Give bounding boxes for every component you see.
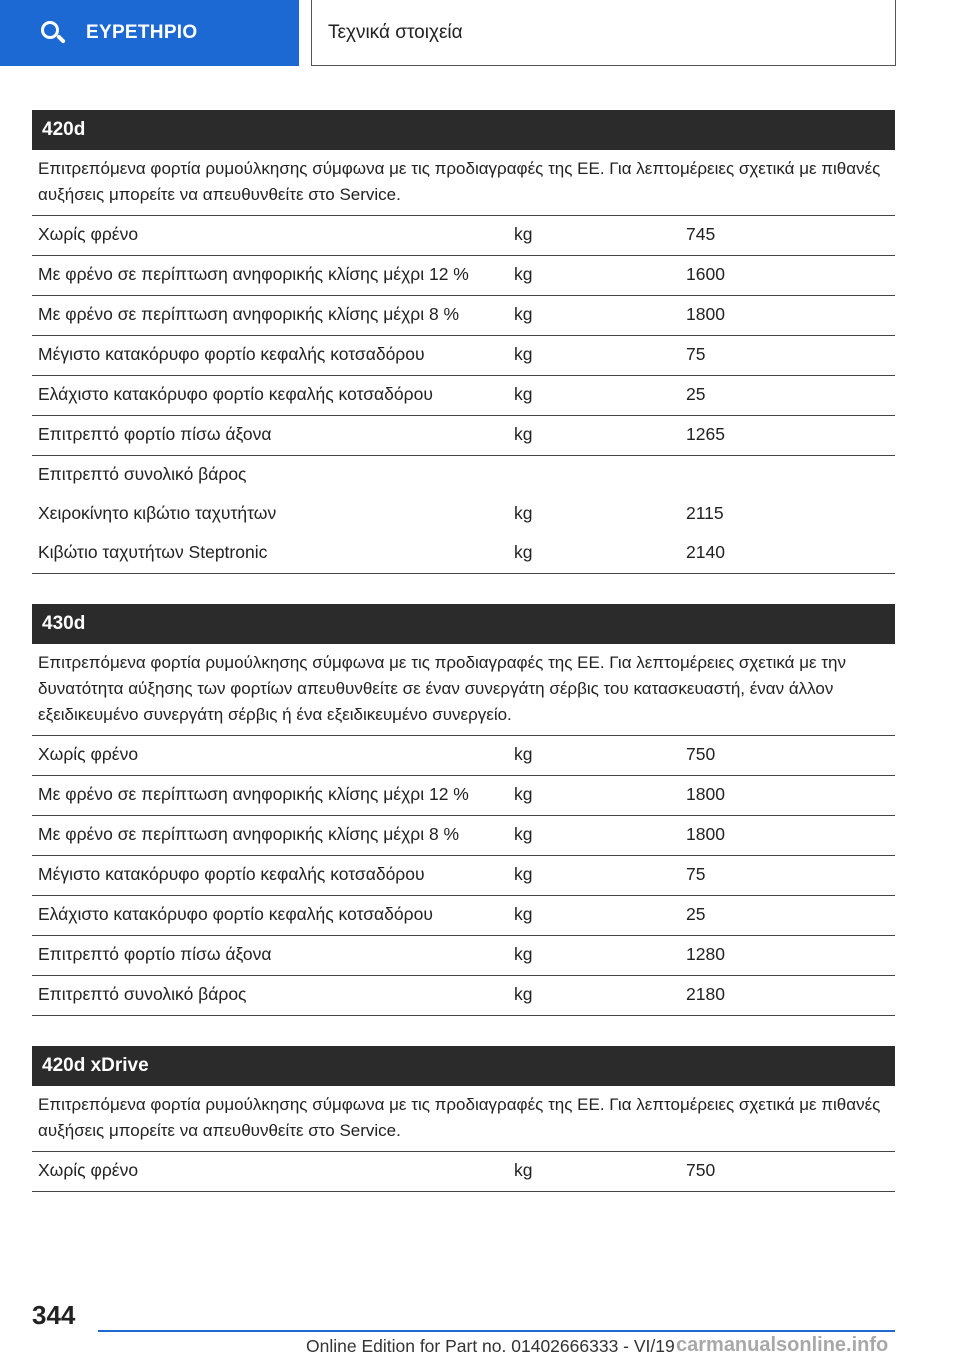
page-number: 344: [32, 1300, 76, 1330]
table-row: [32, 416, 895, 456]
row-value: 1800: [686, 304, 725, 324]
row-unit: kg: [514, 344, 533, 364]
section-note: Επιτρεπόμενα φορτία ρυμούλκησης σύμφωνα με τις προδιαγραφές της ΕΕ. Για λεπτομέρειες σχετικά με την δυνατότητα αύξησης των φορτίων απευθυνθείτε σε έναν συνεργάτη σέρβις του κατασκευαστή, έναν άλλον εξειδικευμένο συνεργάτη σέρβις ή ένα εξειδικευμένο συνεργείο.: [32, 644, 895, 736]
section-title: Τεχνικά στοιχεία: [311, 0, 896, 66]
row-value: 1280: [686, 944, 725, 964]
row-value: 1800: [686, 784, 725, 804]
row-label: Χωρίς φρένο: [38, 224, 139, 244]
row-label: Ελάχιστο κατακόρυφο φορτίο κεφαλής κοτσαδόρου: [38, 384, 433, 404]
table-row: [32, 936, 895, 976]
row-unit: kg: [514, 384, 533, 404]
row-value: 75: [686, 864, 706, 884]
table-row: [32, 896, 895, 936]
spec-section-430d: [32, 604, 895, 1016]
row-value: 2115: [686, 503, 724, 523]
row-label: Κιβώτιο ταχυτήτων Steptronic: [38, 542, 268, 562]
row-label: Χειροκίνητο κιβώτιο ταχυτήτων: [38, 503, 277, 523]
search-icon: [40, 20, 66, 46]
section-heading: 420d xDrive: [32, 1046, 895, 1086]
row-label: Επιτρεπτό φορτίο πίσω άξονα: [38, 944, 272, 964]
row-unit: kg: [514, 824, 533, 844]
row-label: Μέγιστο κατακόρυφο φορτίο κεφαλής κοτσαδόρου: [38, 864, 425, 884]
table-row: [32, 856, 895, 896]
table-row: [32, 976, 895, 1016]
row-label: Ελάχιστο κατακόρυφο φορτίο κεφαλής κοτσαδόρου: [38, 904, 433, 924]
row-label: Επιτρεπτό συνολικό βάρος: [38, 984, 247, 1004]
row-unit: kg: [514, 904, 533, 924]
row-unit: kg: [514, 503, 533, 523]
row-label: Χωρίς φρένο: [38, 744, 139, 764]
row-unit: kg: [514, 984, 533, 1004]
row-unit: kg: [514, 542, 533, 562]
table-row: [32, 495, 895, 534]
row-unit: kg: [514, 224, 533, 244]
table-row: [32, 1152, 895, 1192]
row-value: 750: [686, 1160, 716, 1180]
row-label: Με φρένο σε περίπτωση ανηφορικής κλίσης μέχρι 8 %: [38, 304, 460, 324]
table-row: [32, 336, 895, 376]
table-row: [32, 736, 895, 776]
row-label: Με φρένο σε περίπτωση ανηφορικής κλίσης μέχρι 12 %: [38, 784, 469, 804]
footer-divider: [98, 1330, 895, 1332]
row-value: 25: [686, 904, 706, 924]
table-row: [32, 816, 895, 856]
row-label: Με φρένο σε περίπτωση ανηφορικής κλίσης μέχρι 8 %: [38, 824, 460, 844]
row-value: 1265: [686, 424, 725, 444]
row-unit: kg: [514, 424, 533, 444]
edition-text: Online Edition for Part no. 01402666333 - VI/19: [306, 1336, 675, 1356]
row-unit: kg: [514, 744, 533, 764]
table-row: [32, 296, 895, 336]
row-label: Με φρένο σε περίπτωση ανηφορικής κλίσης μέχρι 12 %: [38, 264, 469, 284]
row-unit: [508, 456, 682, 495]
row-value: 745: [686, 224, 716, 244]
row-unit: kg: [514, 864, 533, 884]
watermark-logo: carmanualsonline.info: [676, 1334, 889, 1356]
row-value: 2140: [686, 542, 725, 562]
top-bar: [0, 0, 960, 66]
section-heading: 430d: [32, 604, 895, 644]
section-heading: 420d: [32, 110, 895, 150]
table-row: [32, 534, 895, 574]
row-value: 2180: [686, 984, 725, 1004]
table-row: [32, 376, 895, 416]
table-row: [32, 776, 895, 816]
table-row: [32, 456, 895, 495]
index-label: ΕΥΡΕΤΗΡΙΟ: [86, 22, 198, 43]
spec-section-420d-xdrive: [32, 1046, 895, 1192]
row-unit: kg: [514, 1160, 533, 1180]
row-label: Μέγιστο κατακόρυφο φορτίο κεφαλής κοτσαδόρου: [38, 344, 425, 364]
row-value: 750: [686, 744, 716, 764]
spec-content: [32, 110, 895, 1222]
row-value: 1600: [686, 264, 725, 284]
row-value: 25: [686, 384, 706, 404]
table-row: [32, 256, 895, 296]
row-unit: kg: [514, 784, 533, 804]
row-value: [682, 456, 895, 495]
row-value: 1800: [686, 824, 725, 844]
row-label: Χωρίς φρένο: [38, 1160, 139, 1180]
row-unit: kg: [514, 304, 533, 324]
row-value: 75: [686, 344, 706, 364]
section-note: Επιτρεπόμενα φορτία ρυμούλκησης σύμφωνα με τις προδιαγραφές της ΕΕ. Για λεπτομέρειες σχετικά με πιθανές αυξήσεις μπορείτε να απευθυνθείτε στο Service.: [32, 150, 895, 216]
row-label: Επιτρεπτό συνολικό βάρος: [38, 464, 247, 484]
section-note: Επιτρεπόμενα φορτία ρυμούλκησης σύμφωνα με τις προδιαγραφές της ΕΕ. Για λεπτομέρειες σχετικά με πιθανές αυξήσεις μπορείτε να απευθυνθείτε στο Service.: [32, 1086, 895, 1152]
table-row: [32, 216, 895, 256]
spec-section-420d: [32, 110, 895, 574]
index-button[interactable]: [0, 0, 299, 66]
row-unit: kg: [514, 264, 533, 284]
row-label: Επιτρεπτό φορτίο πίσω άξονα: [38, 424, 272, 444]
row-unit: kg: [514, 944, 533, 964]
